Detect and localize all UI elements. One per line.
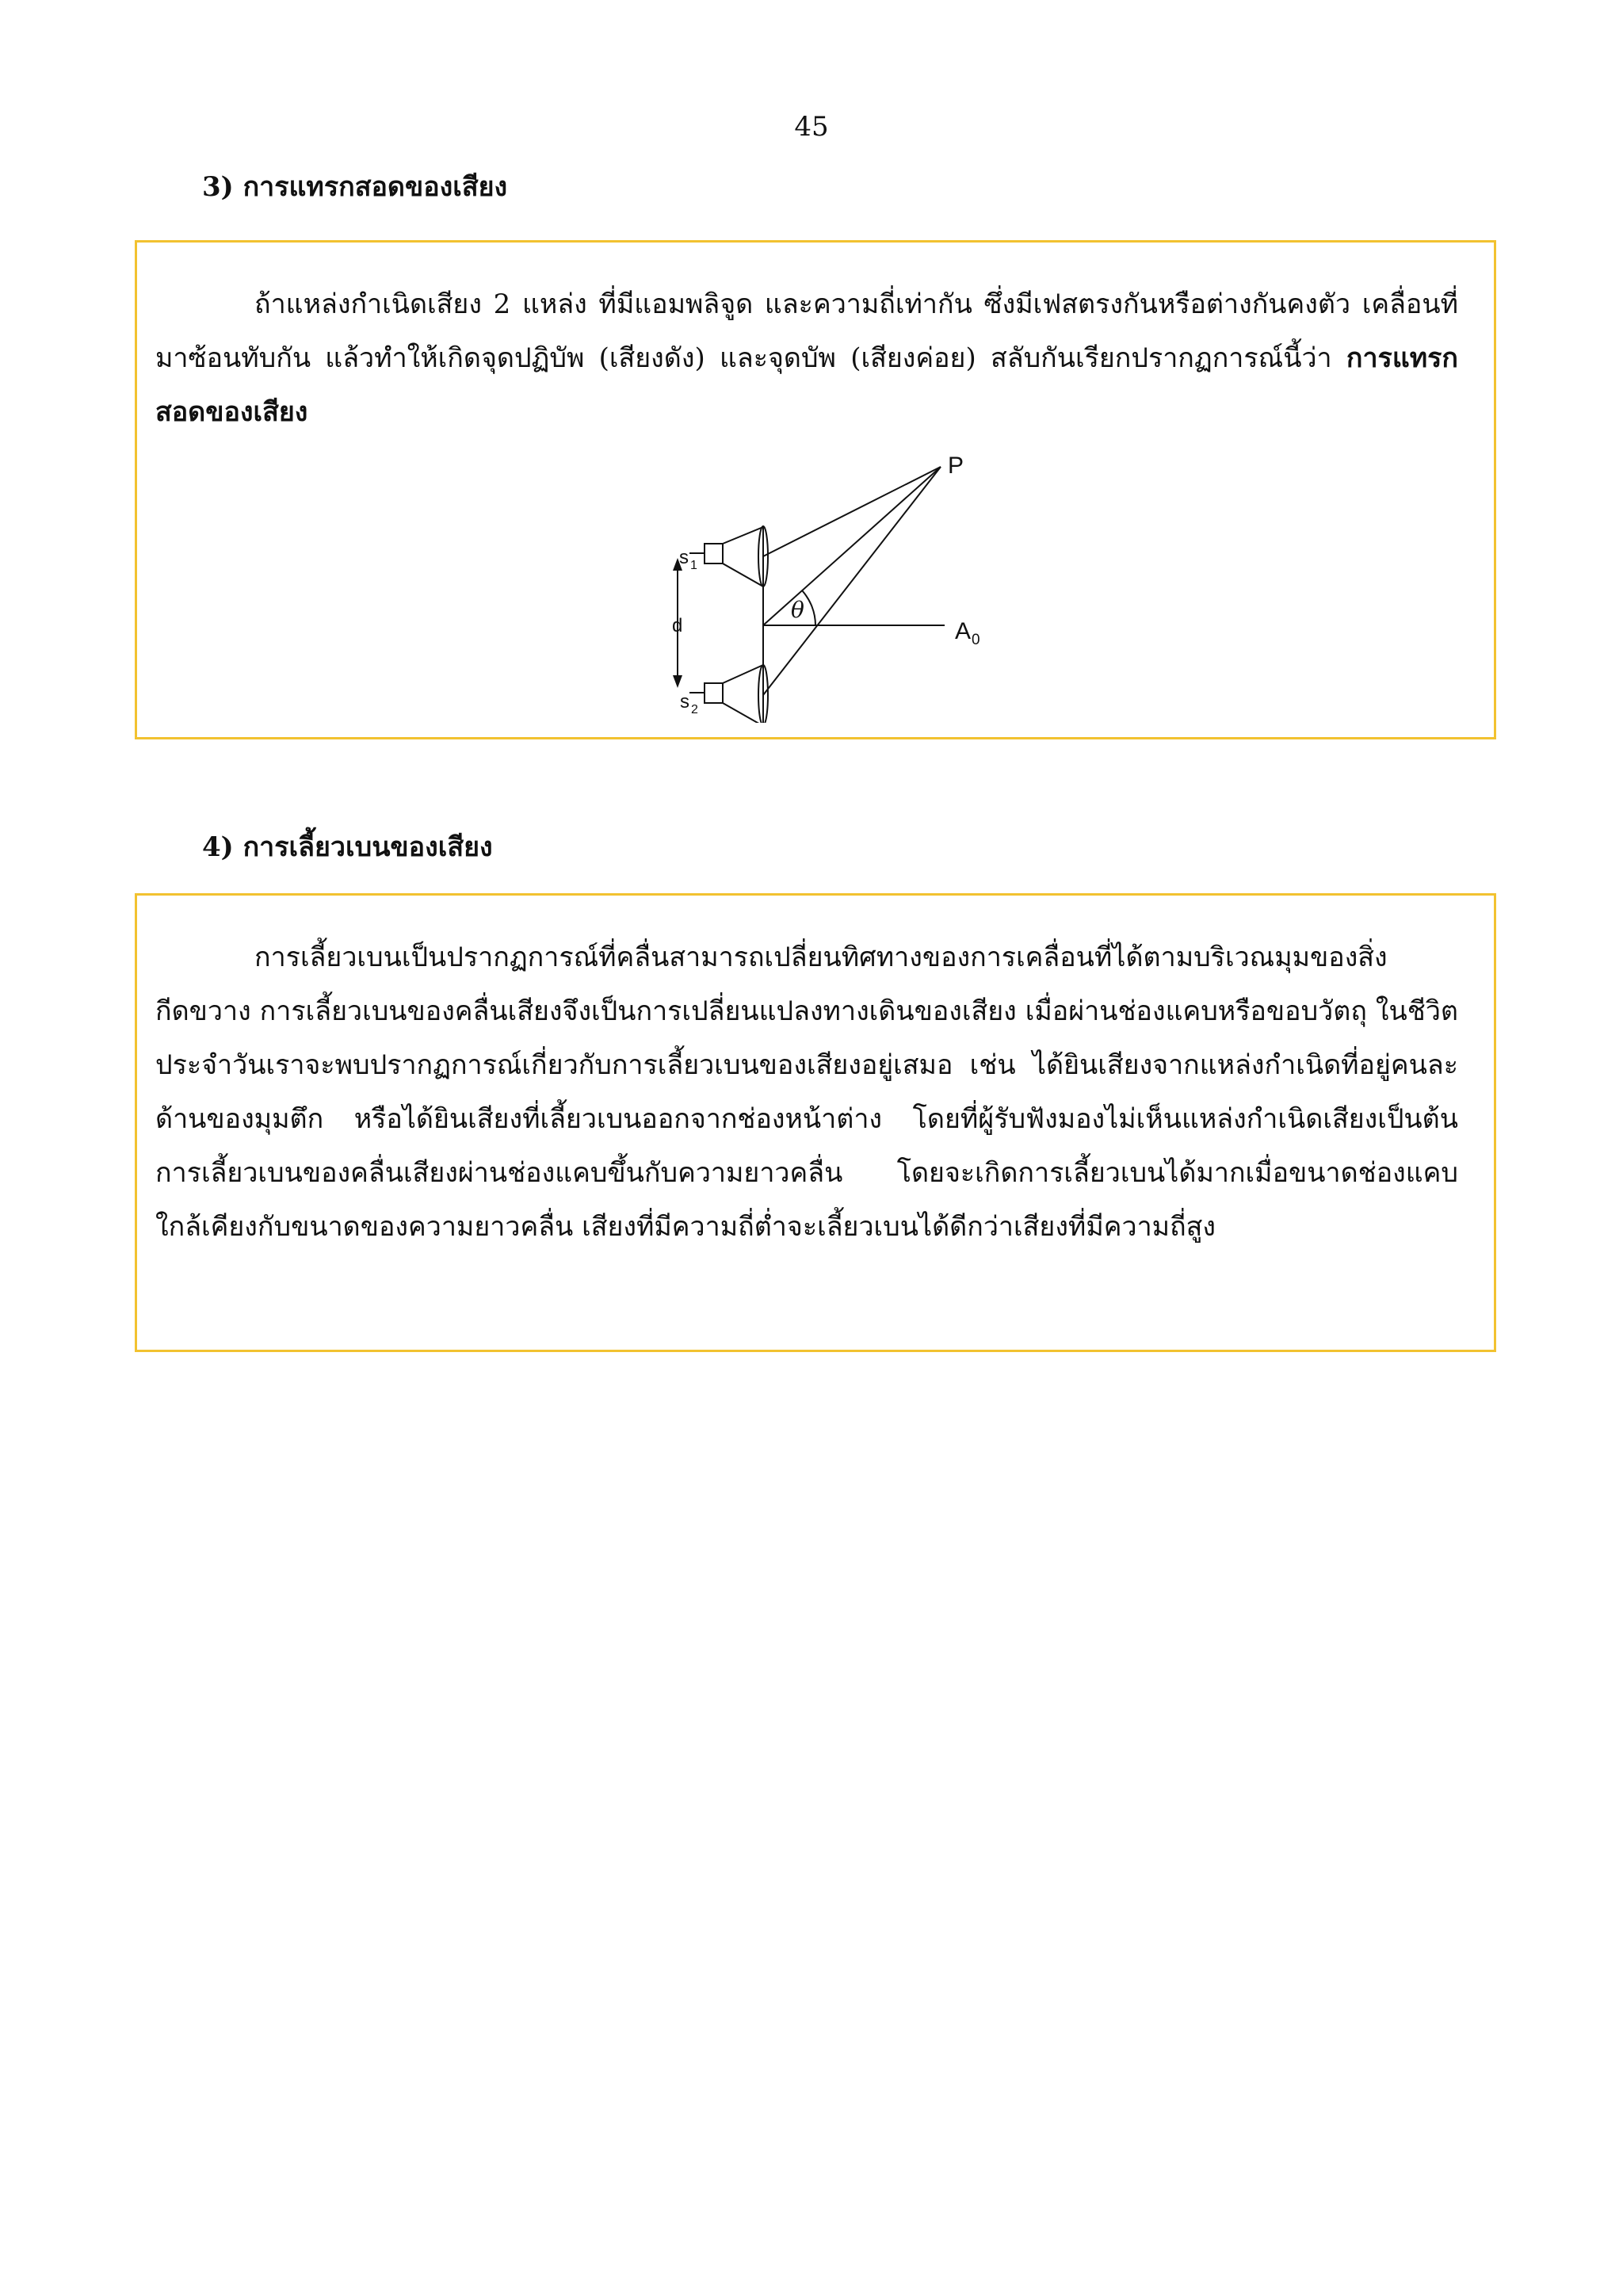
label-s2: s: [680, 691, 689, 712]
interference-diagram: [662, 449, 1010, 723]
speaker-2-cone: [723, 665, 763, 723]
diagram-lines: [678, 467, 945, 723]
interference-text: ถ้าแหล่งกำเนิดเสียง 2 แหล่ง ที่มีแอมพลิจูด และความถี่เท่ากัน ซึ่งมีเฟสตรงกันหรือต่างกันคงตัว เคลื่อนที่มาซ้อนทับกัน แล้วทำให้เกิดจุดปฏิบัพ (เสียงดัง) และจุดบัพ (เสียงค่อย) สลับกันเรียกปรากฏการณ์นี้ว่า: [155, 288, 1458, 374]
speaker-1-cone: [723, 527, 763, 586]
interference-paragraph: [155, 277, 1458, 439]
label-s2-sub: 2: [691, 703, 698, 716]
speaker-1-body: [705, 544, 723, 563]
label-d: d: [672, 615, 683, 636]
ray-s1-p: [763, 467, 941, 556]
section-4-heading: 4) การเลี้ยวเบนของเสียง: [202, 831, 493, 863]
interference-term: การแทรกสอดของเสียง: [155, 342, 1458, 428]
d-arrow-down: [673, 675, 682, 688]
label-p: P: [948, 453, 964, 479]
page-number: 45: [794, 111, 829, 143]
ray-center-p: [763, 467, 941, 625]
ray-s2-p: [763, 467, 941, 695]
speaker-2-body: [705, 683, 723, 703]
label-s1-sub: 1: [690, 559, 697, 572]
diffraction-paragraph: การเลี้ยวเบนเป็นปรากฏการณ์ที่คลื่นสามารถเปลี่ยนทิศทางของการเคลื่อนที่ได้ตามบริเวณมุมของสิ่งกีดขวาง การเลี้ยวเบนของคลื่นเสียงจึงเป็นการเปลี่ยนแปลงทางเดินของเสียง เมื่อผ่านช่องแคบหรือขอบวัตถุ ในชีวิตประจำวันเราจะพบปรากฏการณ์เกี่ยวกับการเลี้ยวเบนของเสียงอยู่เสมอ เช่น ได้ยินเสียงจากแหล่งกำเนิดที่อยู่คนละด้านของมุมตึก หรือได้ยินเสียงที่เลี้ยวเบนออกจากช่องหน้าต่าง โดยที่ผู้รับฟังมองไม่เห็นแหล่งกำเนิดเสียงเป็นต้น การเลี้ยวเบนของคลื่นเสียงผ่านช่องแคบขึ้นกับความยาวคลื่น โดยจะเกิดการเลี้ยวเบนได้มากเมื่อขนาดช่องแคบใกล้เคียงกับขนาดของความยาวคลื่น เสียงที่มีความถี่ต่ำจะเลี้ยวเบนได้ดีกว่าเสียงที่มีความถี่สูง: [155, 942, 1458, 1243]
label-a-sub: 0: [972, 632, 980, 648]
section-3-heading: 3) การแทรกสอดของเสียง: [202, 171, 508, 203]
label-s1: s: [679, 547, 689, 568]
diffraction-box: [135, 893, 1496, 1352]
label-a: A: [955, 618, 972, 644]
label-theta: θ: [791, 597, 804, 623]
